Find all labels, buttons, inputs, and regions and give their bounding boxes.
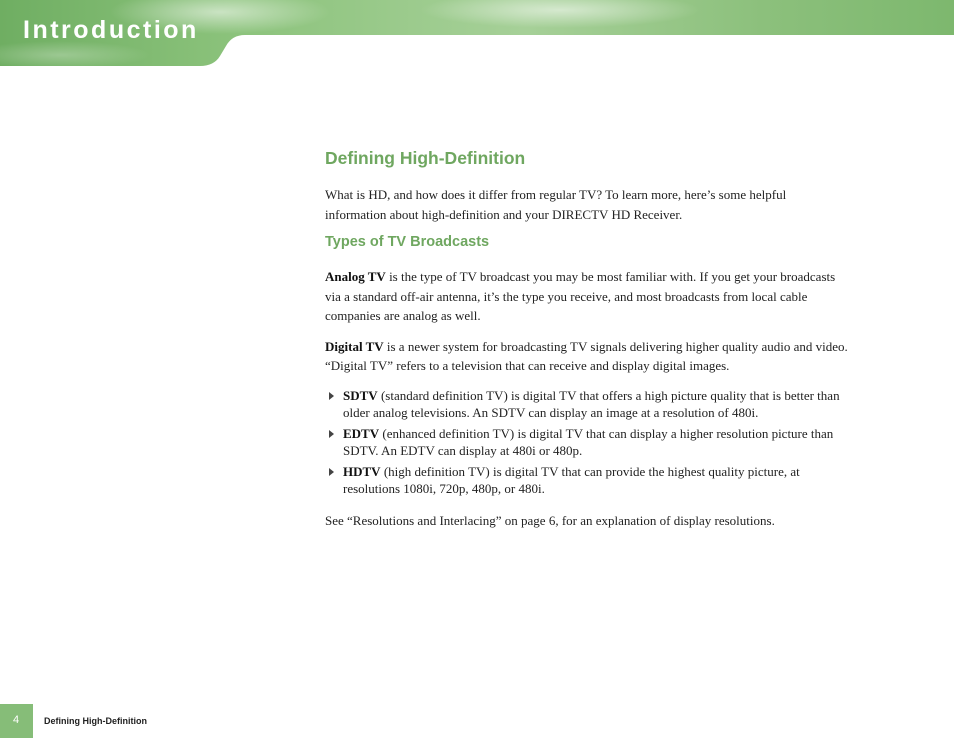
digital-text: is a newer system for broadcasting TV signals delivering higher quality audio and video. “Digital TV” refers to a television that can receive and display digital images. — [325, 338, 848, 373]
list-item — [325, 463, 850, 498]
chapter-title: Introduction — [23, 16, 199, 44]
see-also-paragraph: See “Resolutions and Interlacing” on page 6, for an explanation of display resolutions. — [325, 512, 775, 528]
list-item — [325, 425, 850, 460]
analog-text: is the type of TV broadcast you may be most familiar with. If you get your broadcasts via a standard off-air antenna, it’s the type you receive, and most broadcasts from local cable companies are analog as well. — [325, 269, 836, 323]
header-banner — [0, 0, 954, 70]
footer-section-label: Defining High-Definition — [44, 716, 147, 726]
page-number-tab — [0, 704, 33, 738]
digital-paragraph — [325, 337, 850, 376]
intro-paragraph: What is HD, and how does it differ from regular TV? To learn more, here’s some helpful information about high-definition and your DIRECTV HD Receiver. — [325, 187, 787, 222]
bullet-term: EDTV — [343, 425, 380, 441]
bullet-term: HDTV — [343, 463, 381, 479]
bullet-term: SDTV — [343, 387, 378, 403]
bullet-arrow-icon — [329, 392, 334, 400]
bullet-text: (high definition TV) is digital TV that can provide the highest quality picture, at resolutions 1080i, 720p, 480p, or 480i. — [343, 463, 800, 496]
bullet-text: (enhanced definition TV) is digital TV that can display a higher resolution picture than SDTV. An EDTV can display at 480i or 480p. — [343, 425, 834, 458]
digital-term: Digital TV — [325, 338, 384, 354]
page-number: 4 — [13, 714, 20, 726]
section-heading: Defining High-Definition — [325, 148, 526, 168]
bullet-arrow-icon — [329, 430, 334, 438]
analog-paragraph — [325, 267, 850, 326]
bullet-arrow-icon — [329, 468, 334, 476]
bullet-text: (standard definition TV) is digital TV that offers a high picture quality that is better than older analog televisions. An SDTV can display an image at a resolution of 480i. — [343, 387, 840, 420]
analog-term: Analog TV — [325, 269, 386, 284]
subsection-heading: Types of TV Broadcasts — [325, 234, 490, 250]
main-content — [325, 148, 850, 541]
list-item — [325, 387, 850, 422]
tv-types-list — [325, 387, 850, 498]
